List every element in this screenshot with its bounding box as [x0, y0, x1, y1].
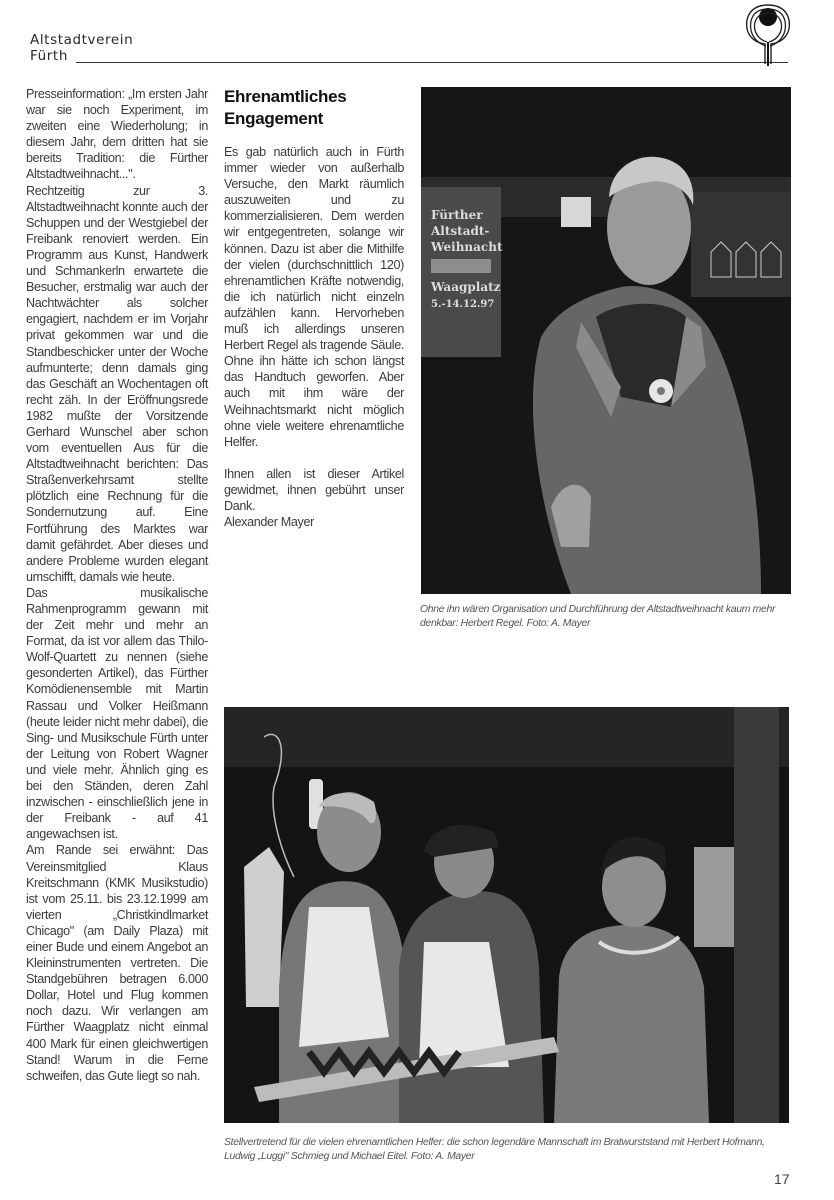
page-number: 17: [774, 1171, 790, 1187]
paragraph-spacer: [224, 450, 404, 466]
poster-text: Altstadt-: [431, 224, 490, 238]
photo-caption: Stellvertretend für die vielen ehrenamtlichen Helfer: die schon legendäre Mannschaft im Bratwurststand mit Herbert Hofmann, Ludwig „Luggi" Schmieg und Michael Eitel. Foto: A. Mayer: [224, 1137, 765, 1162]
paragraph: Das musikalische Rahmenprogramm gewann mit der Zeit mehr und mehr an Format, da ist vor allem das Thilo-Wolf-Quartett zu nennen (siehe gesonderten Artikel), das Fürther Komödienensemble mit Martin Rassau und Volker Heißmann (heute leider nicht mehr dabei), die Sing- und Musikschule Fürth unter der Leitung von Robert Wagner und viele mehr. Ähnlich ging es bei den Ständen, deren Zahl inzwischen - einschließlich jene in der Freibank - auf 41 angewachsen ist.: [26, 585, 209, 842]
paragraph: Es gab natürlich auch in Fürth immer wieder von außerhalb Versuche, den Markt räumlich auszuweiten und zu kommerzialisieren. Dem werden wir entgegentreten, solange wir können. Dazu ist aber die Mithilfe der vielen (durchschnittlich 120) ehrenamtlichen Kräfte notwendig, die ich natürlich nicht einzeln aufzählen kann. Hervorheben muß ich allerdings unseren Herbert Regel als tragende Säule. Ohne ihn hätte ich schon längst das Handtuch geworfen. Aber auch mit ihm wäre der Weihnachtsmarkt nicht möglich ohne viele weitere ehrenamtliche Helfer.: [224, 145, 404, 449]
poster-text: 5.-14.12.97: [431, 299, 495, 310]
left-text-column: [26, 86, 208, 1084]
paragraph: Am Rande sei erwähnt: Das Vereinsmitglied Klaus Kreitschmann (KMK Musikstudio) ist vom 25.11. bis 23.12.1999 am vierten „Christkindlmarket Chicago" (am Daily Plaza) mit einer Bude und einem Angebot an Kleininstrumenten vertreten. Die Standgebühren betragen 6.000 Dollar, Hotel und Flug kommen noch dazu. Wir verlangen am Fürther Waagplatz nicht einmal 400 Mark für einen gleichwertigen Stand! Warum in die Ferne schweifen, das Gute liegt so nah.: [26, 843, 208, 1083]
author-name: Alexander Mayer: [224, 515, 314, 530]
paragraph: Ihnen allen ist dieser Artikel gewidmet, ihnen gebührt unser Dank.: [224, 466, 404, 513]
photo-caption: Ohne ihn wären Organisation und Durchführung der Altstadtweihnacht kaum mehr denkbar: Herbert Regel. Foto: A. Mayer: [420, 604, 776, 629]
article-headline: Ehrenamtliches Engagement: [224, 87, 347, 128]
photo-bratwurst-stand-team: [224, 707, 789, 1123]
middle-text-column: [224, 86, 404, 530]
poster-text: Waagplatz: [431, 280, 501, 294]
poster-text: Weihnacht: [431, 240, 503, 254]
paragraph: Presseinformation: „Im ersten Jahr war sie noch Experiment, im zweiten eine Wiederholung; in diesem Jahr, dem dritten hat sie bereits Tradition: die Fürther Altstadtweihnacht...".: [26, 87, 208, 182]
page-header: [30, 32, 760, 72]
altstadtverein-logo-icon: [743, 2, 793, 66]
paragraph: Rechtzeitig zur 3. Altstadtweihnacht konnte auch der Schuppen und der Westgiebel der Freibank renoviert werden. Ein Programm aus Kunst, Handwerk und Schmankerln erwartete die Besucher, erstmalig war auch der Nachtwächter als solcher engagiert, nachdem er im Vorjahr privat gekommen war und die Standbeschicker unter der Woche aufmunterte; denn damals ging das Geschäft an Wochentagen oft recht zäh. In der Eröffnungsrede 1982 mußte der Vorsitzende Gerhard Wunschel aber schon vom eventuellen Aus für die Altstadtweihnacht berichten: Das Straßenverkehrsamt stellte plötzlich eine Rechnung für die Sondernutzung auf. Eine Fortführung des Marktes war damit gefährdet. Aber dieses und andere Probleme wurden elegant umschifft, damals wie heute.: [26, 183, 208, 584]
organization-name-line2: Fürth: [30, 48, 68, 64]
photo-herbert-regel: [421, 87, 791, 594]
header-rule: [76, 62, 788, 63]
poster-text: Fürther: [431, 208, 483, 222]
organization-name-line1: Altstadtverein: [30, 32, 134, 48]
